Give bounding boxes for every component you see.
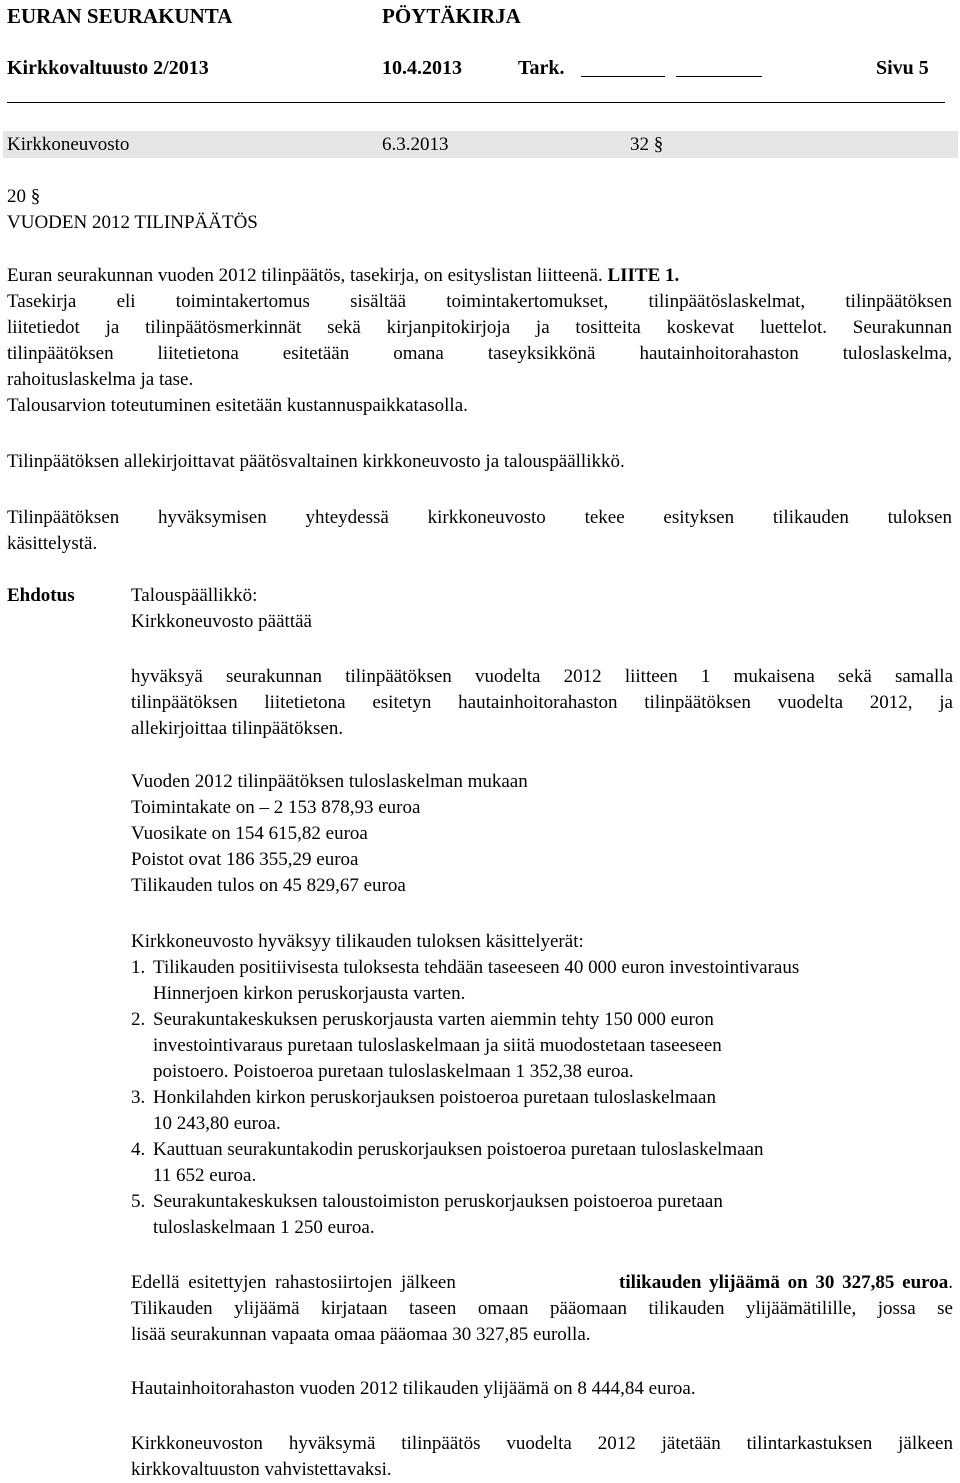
paragraph-4-line-2: käsittelystä. <box>7 533 98 554</box>
list-item-text: Seurakuntakeskuksen peruskorjausta varten aiemmin tehty 150 000 euron <box>153 1009 714 1030</box>
attachment-ref: LIITE 1. <box>607 265 680 286</box>
list-item-text: 11 652 euroa. <box>153 1165 257 1186</box>
signature-line-1 <box>581 76 665 77</box>
decision-line-1: hyväksyä seurakunnan tilinpäätöksen vuodelta 2012 liitteen 1 mukaisena sekä samalla <box>131 666 953 687</box>
organization-name: EURAN SEURAKUNTA <box>7 4 233 28</box>
band-body: Kirkkoneuvosto <box>7 134 130 155</box>
final-line-1: Kirkkoneuvoston hyväksymä tilinpäätös vuodelta 2012 jätetään tilintarkastuksen jälkeen <box>131 1433 953 1454</box>
result-depreciation: Poistot ovat 186 355,29 euroa <box>131 849 359 870</box>
list-item-number: 2. <box>131 1009 146 1030</box>
list-item-text: 10 243,80 euroa. <box>153 1113 281 1134</box>
tark-label: Tark. <box>518 57 565 79</box>
surplus-line-1: Edellä esitettyjen rahastosiirtojen jälkeen tilikauden ylijäämä on 30 327,85 euroa. <box>131 1272 953 1293</box>
header-rule <box>7 102 945 103</box>
results-intro: Vuoden 2012 tilinpäätöksen tuloslaskelman mukaan <box>131 771 528 792</box>
meeting-name: Kirkkovaltuusto 2/2013 <box>7 57 209 79</box>
item-title: VUODEN 2012 TILINPÄÄTÖS <box>7 212 258 233</box>
decision-line-3: allekirjoittaa tilinpäätöksen. <box>131 718 344 739</box>
proposal-decides: Kirkkoneuvosto päättää <box>131 611 312 632</box>
list-item-text: tuloslaskelmaan 1 250 euroa. <box>153 1217 375 1238</box>
final-line-2: kirkkovaltuuston vahvistettavaksi. <box>131 1459 392 1480</box>
paragraph-3: Tilinpäätöksen allekirjoittavat päätösvaltainen kirkkoneuvosto ja talouspäällikkö. <box>7 451 625 472</box>
band-date: 6.3.2013 <box>382 134 449 155</box>
list-item-text: Honkilahden kirkon peruskorjauksen poistoeroa puretaan tuloslaskelmaan <box>153 1087 716 1108</box>
surplus-amount: tilikauden ylijäämä on 30 327,85 euroa <box>619 1272 949 1293</box>
surplus-line-2: Tilikauden ylijäämä kirjataan taseen omaan pääomaan tilikauden ylijäämätilille, jossa se <box>131 1298 953 1319</box>
approves-intro: Kirkkoneuvosto hyväksyy tilikauden tuloksen käsittelyerät: <box>131 931 584 952</box>
list-item-text: Hinnerjoen kirkon peruskorjausta varten. <box>153 983 466 1004</box>
decision-line-2: tilinpäätöksen liitetietona esitetyn hautainhoitorahaston tilinpäätöksen vuodelta 2012, ja <box>131 692 953 713</box>
list-item-number: 5. <box>131 1191 146 1212</box>
proposal-label: Ehdotus <box>7 585 75 606</box>
intro-line: Euran seurakunnan vuoden 2012 tilinpäätös, tasekirja, on esityslistan liitteenä. LIITE 1. <box>7 265 680 286</box>
result-period-result: Tilikauden tulos on 45 829,67 euroa <box>131 875 406 896</box>
list-item-text: investointivaraus puretaan tuloslaskelmaan ja siitä muodostetaan taseeseen <box>153 1035 722 1056</box>
document-type: PÖYTÄKIRJA <box>382 4 521 28</box>
band-section: 32 § <box>630 134 664 155</box>
section-band <box>3 131 958 158</box>
result-operating-margin: Toimintakate on – 2 153 878,93 euroa <box>131 797 421 818</box>
list-item-text: Kauttuan seurakuntakodin peruskorjauksen poistoeroa puretaan tuloslaskelmaan <box>153 1139 764 1160</box>
list-item-text: poistoero. Poistoeroa puretaan tuloslaskelmaan 1 352,38 euroa. <box>153 1061 634 1082</box>
paragraph-1-line-2: liitetiedot ja tilinpäätösmerkinnät sekä kirjanpitokirjoja ja tositteita koskevat luettelot. Seurakunnan <box>7 317 952 338</box>
meeting-date: 10.4.2013 <box>382 57 462 79</box>
list-item-number: 3. <box>131 1087 146 1108</box>
page-number: Sivu 5 <box>876 57 929 79</box>
paragraph-2: Talousarvion toteutuminen esitetään kustannuspaikkatasolla. <box>7 395 468 416</box>
cemetery-fund-surplus: Hautainhoitorahaston vuoden 2012 tilikauden ylijäämä on 8 444,84 euroa. <box>131 1378 696 1399</box>
surplus-line-3: lisää seurakunnan vapaata omaa pääomaa 30 327,85 eurolla. <box>131 1324 591 1345</box>
signature-line-2 <box>676 76 762 77</box>
result-annual-margin: Vuosikate on 154 615,82 euroa <box>131 823 368 844</box>
paragraph-4-line-1: Tilinpäätöksen hyväksymisen yhteydessä kirkkoneuvosto tekee esityksen tilikauden tuloksen <box>7 507 952 528</box>
list-item-number: 1. <box>131 957 146 978</box>
paragraph-1-line-4: rahoituslaskelma ja tase. <box>7 369 194 390</box>
list-item-number: 4. <box>131 1139 146 1160</box>
paragraph-1-line-1: Tasekirja eli toimintakertomus sisältää toimintakertomukset, tilinpäätöslaskelmat, tilinpäätöksen <box>7 291 952 312</box>
list-item-text: Tilikauden positiivisesta tuloksesta tehdään taseeseen 40 000 euron investointivaraus <box>153 957 800 978</box>
list-item-text: Seurakuntakeskuksen taloustoimiston peruskorjauksen poistoeroa puretaan <box>153 1191 723 1212</box>
proposal-by: Talouspäällikkö: <box>131 585 258 606</box>
paragraph-1-line-3: tilinpäätöksen liitetietona esitetään omana taseyksikkönä hautainhoitorahaston tuloslaskelma, <box>7 343 952 364</box>
item-number: 20 § <box>7 186 41 207</box>
